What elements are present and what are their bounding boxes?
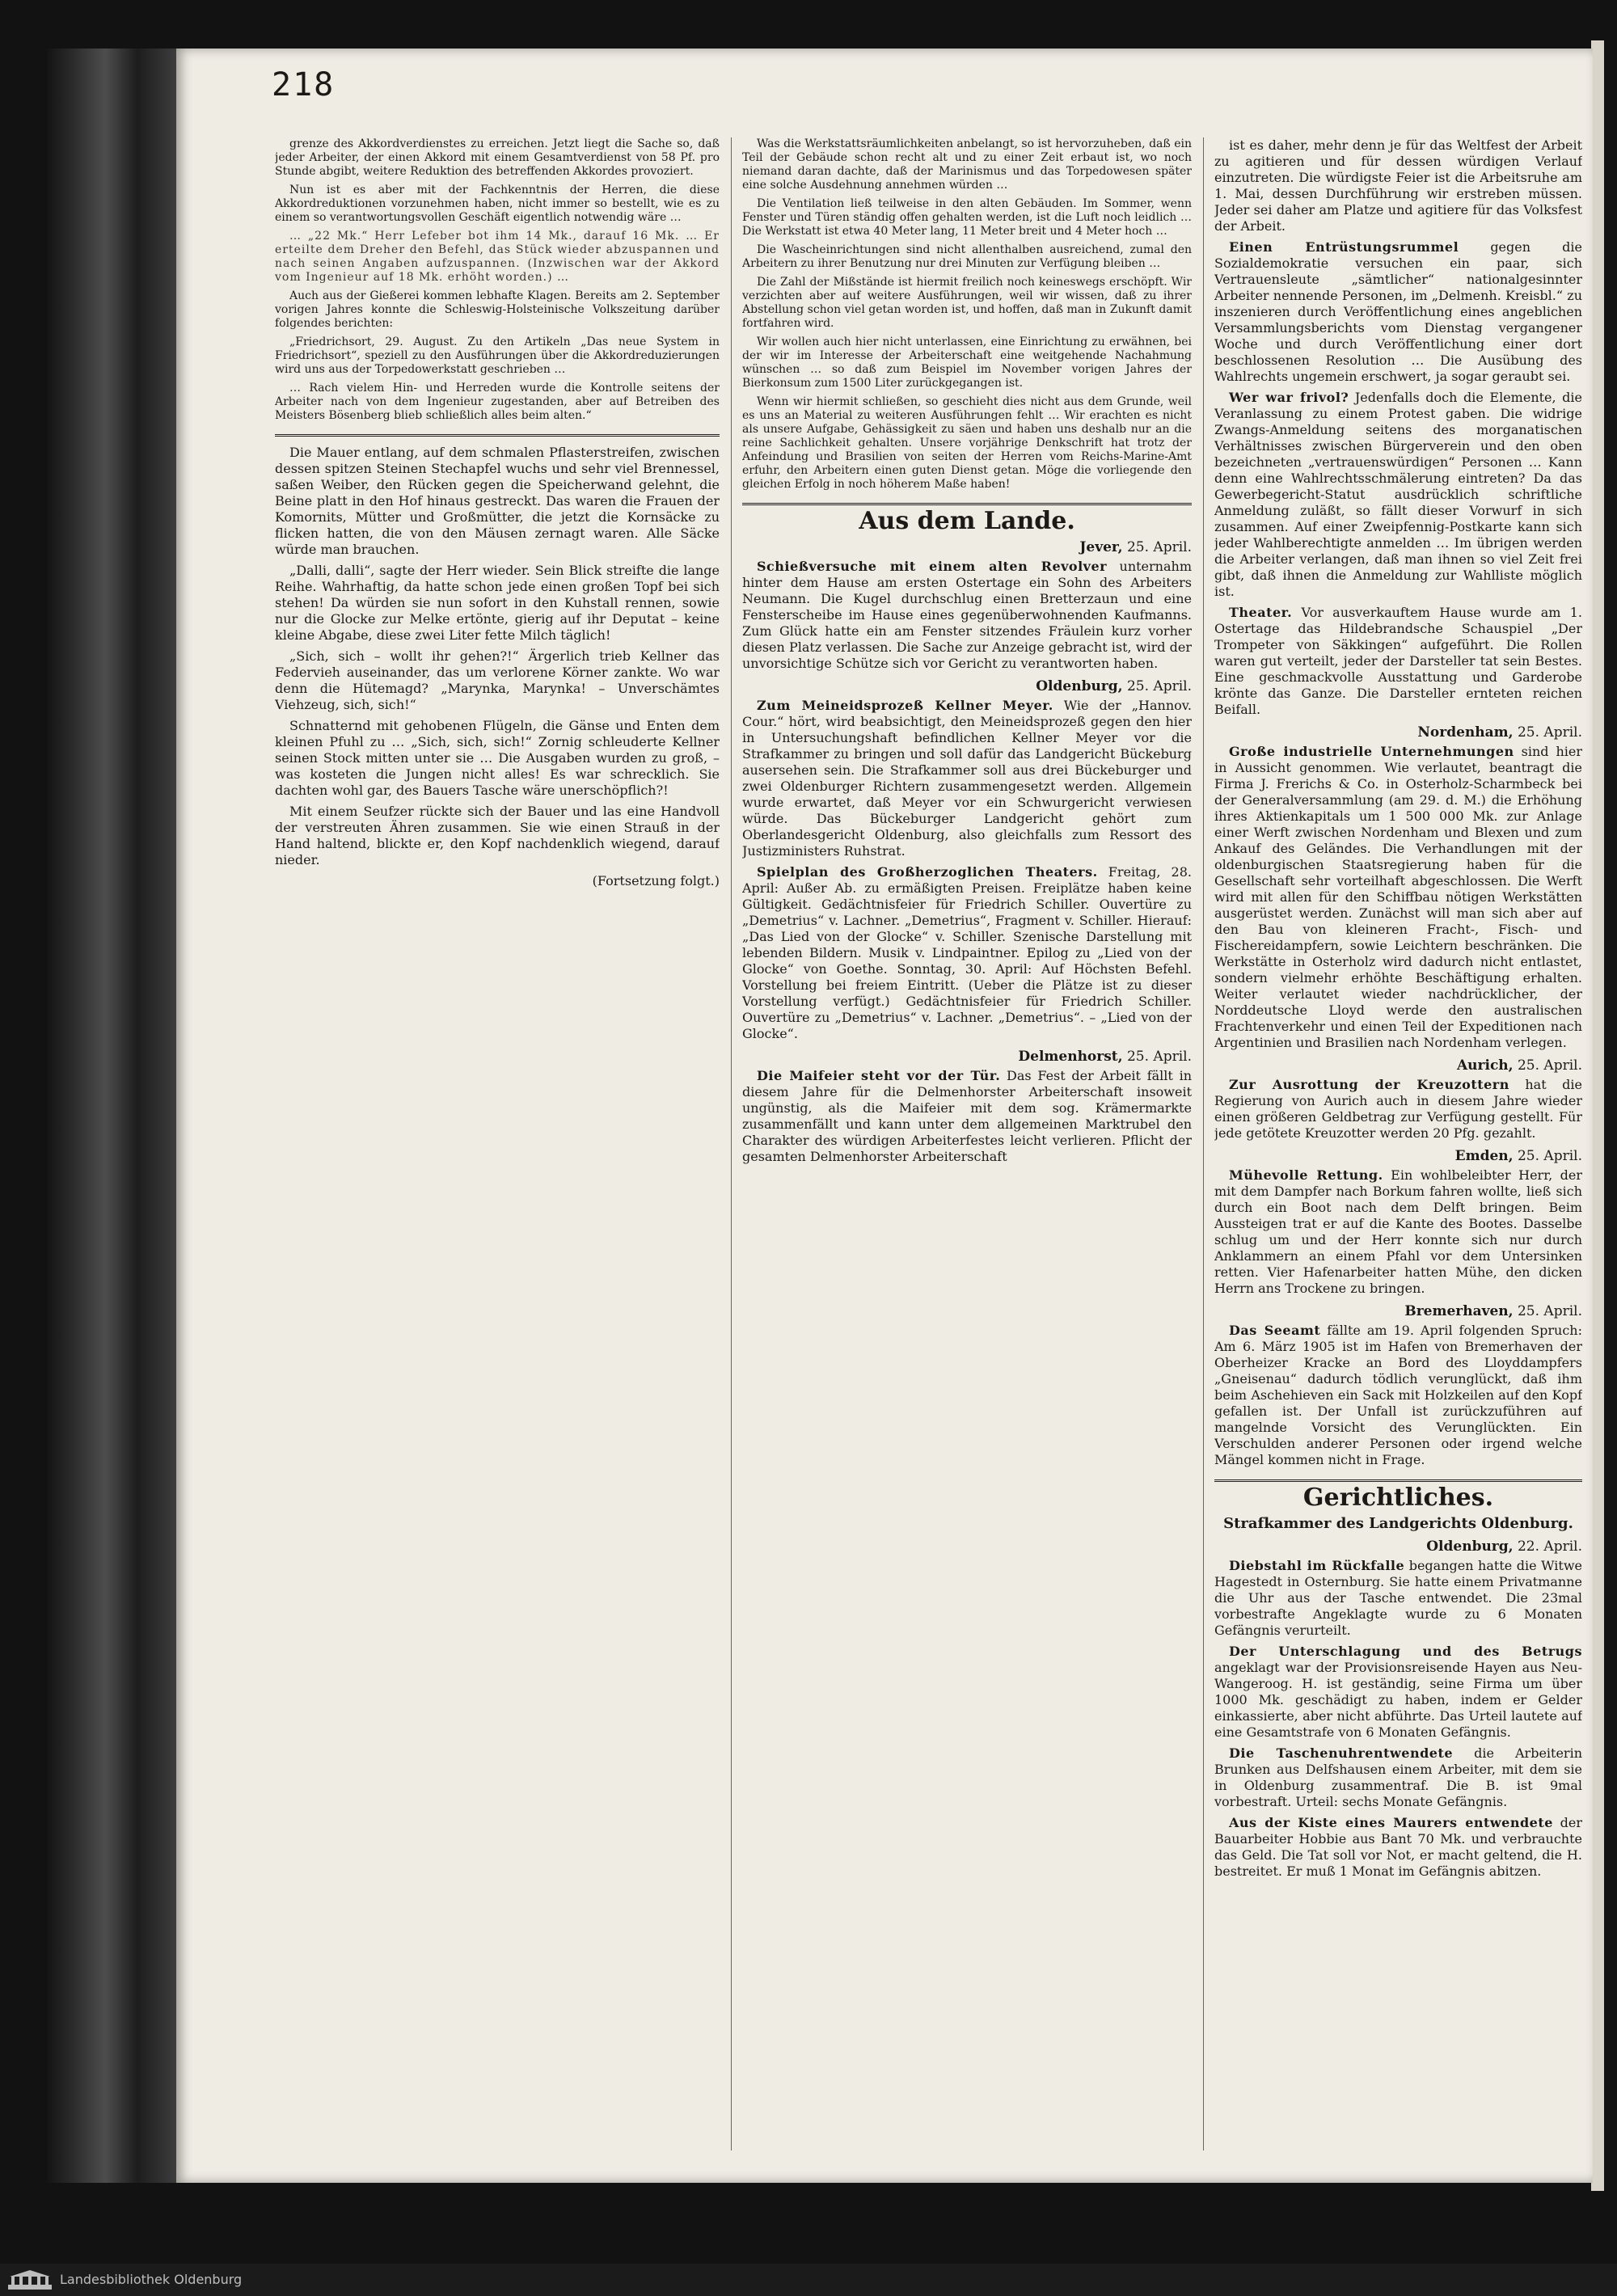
- news-keyword: Zum Meineidsprozeß Kellner Meyer.: [757, 698, 1053, 713]
- story-paragraph: Schnatternd mit gehobenen Flügeln, die Gänse und Enten dem kleinen Pfuhl zu … „Sich, sich, sich!“ Zornig schleuderte Kellner seinen Stock mitten unter sie … Die Ausgaben wurden zu groß, – was kosteten die Jungen nicht alles! Es war schrecklich. Sie dachten wohl gar, des Bauers Tasche wäre unerschöpflich?!: [275, 718, 720, 798]
- left-column: [275, 137, 720, 2159]
- section-title: Gerichtliches.: [1302, 1484, 1494, 1512]
- dateline-date: 25. April.: [1126, 678, 1192, 694]
- news-text: begangen hatte die Witwe Hagestedt in Osternburg. Sie hatte einem Privatmanne die Uhr aus der Tasche entwendet. Die 23mal vorbestrafte Angeklagte wurde zu 6 Monaten Gefängnis verurteilt.: [1214, 1558, 1582, 1638]
- news-item: [742, 864, 1192, 1042]
- news-keyword: Die Taschenuhrentwendete: [1229, 1745, 1454, 1761]
- news-keyword: Mühevolle Rettung.: [1229, 1167, 1383, 1183]
- news-text: Jedenfalls doch die Elemente, die Veranlassung zu einem Protest gaben. Die widrige Zwangs-Anmeldung seitens des morganatischen Verhältnisses zwischen Bürgerverein und den oben bezeichneten „vertrauenswürdigen“ Personen … Kann denn eine Wahlrechtsschmälerung eintreten? Da das Gewerbegericht-Statut ausdrücklich schriftliche Anmeldung zuläßt, so fällt dieser Vorwurf in sich zusammen. Auf einer Zweipfennig-Postkarte kann sich jeder Wahlberechtigte anmelden … Im übrigen werden die Arbeiter verlangen, daß man ihnen so viel Zeit frei gibt, daß ihnen die Anmeldung zur Wahlliste möglich ist.: [1214, 390, 1582, 599]
- section-title: Aus dem Lande.: [859, 507, 1075, 535]
- story-paragraph: „Dalli, dalli“, sagte der Herr wieder. Sein Blick streifte die lange Reihe. Wahrhaftig, da hatte schon jede einen großen Topf bei sich stehen! Da würden sie nun sofort in den Kuhstall rennen, sowie nur die Glocke zur Melke ertönte, gierig auf ihr Deputat – keine kleine Abgabe, diese zwei Liter fette Milch täglich!: [275, 563, 720, 643]
- news-keyword: Theater.: [1229, 605, 1293, 620]
- newspaper-page: [176, 49, 1593, 2183]
- article-quote: „Friedrichsort, 29. August. Zu den Artikeln „Das neue System in Friedrichsort“, speziell zu den Ausführungen über die Akkordreduzierungen wird uns aus der Torpedowerkstatt geschrieben …: [275, 336, 720, 376]
- article-paragraph: Wenn wir hiermit schließen, so geschieht dies nicht aus dem Grunde, weil es uns an Material zu weiteren Ausführungen fehlt … Wir erachten es nicht als unsere Aufgabe, Gehässigkeit zu säen und haben uns deshalb nur an die reine Sachlichkeit gehalten. Unsere vorjährige Denkschrift hat trotz der Anfeindung und Brasilien von seiten der Herren vom Reichs-Marine-Amt erfuhr, den Arbeitern einen guten Dienst getan. Möge die vorliegende den gleichen Erfolg in noch höherem Maße haben!: [742, 395, 1192, 491]
- article-paragraph: … „22 Mk.“ Herr Lefeber bot ihm 14 Mk., darauf 16 Mk. … Er erteilte dem Dreher den Befehl, das Stück wieder abzuspannen und nach seinen Angaben aufzuspannen. (Inzwischen war der Akkord vom Ingenieur auf 18 Mk. erhöht worden.) …: [275, 230, 720, 284]
- news-keyword: Diebstahl im Rückfalle: [1229, 1558, 1405, 1573]
- page-edge: [1591, 40, 1604, 2191]
- news-item: [1214, 1077, 1582, 1142]
- news-item: [1214, 605, 1582, 718]
- column-rule: [731, 137, 732, 2150]
- story-paragraph: Die Mauer entlang, auf dem schmalen Pflasterstreifen, zwischen dessen spitzen Steinen Stechapfel wuchs und sehr viel Brennessel, saßen Weiber, den Rücken gegen die Speicherwand gelehnt, die Beine platt in den Hof hinaus gestreckt. Das waren die Frauen der Komornits, Mütter und Großmütter, die jetzt die Kornsäcke zu flicken hatten, die von den Mäusen zernagt waren. Alle Säcke würde man brauchen.: [275, 445, 720, 557]
- dateline-date: 25. April.: [1126, 1049, 1192, 1065]
- news-text: die Arbeiterin Brunken aus Delfshausen einem Arbeiter, mit dem sie in Oldenburg zusammentraf. Die B. ist 9mal vorbestraft. Urteil: sechs Monate Gefängnis.: [1214, 1745, 1582, 1809]
- news-text: sind hier in Aussicht genommen. Wie verlautet, beantragt die Firma J. Frerichs & Co. in Osterholz-Scharmbeck bei der Generalversammlung (am 29. d. M.) die Erhöhung ihres Aktienkapitals um 1 500 000 Mk. zur Anlage einer Werft zwischen Nordenham und Blexen und zum Ankauf des Geländes. Die Verhandlungen mit der oldenburgischen Staatsregierung haben für die Gesellschaft sehr vorteilhaft abgeschlossen. Die Werft wird mit allen für den Schiffbau nötigen Werkstätten ausgerüstet werden. Zunächst will man sich aber auf den Bau von kleineren Fracht-, Fisch- und Fischereidampfern, sowie Leichtern beschränken. Die Werkstätte in Osterholz wird dadurch nicht entlastet, sondern vielmehr erhöhte Beschäftigung erhalten. Weiter verlautet wieder nachdrücklicher, der Norddeutsche Lloyd werde den australischen Frachtenverkehr und einen Teil der Expeditionen nach Argentinien und Brasilien nach Nordenham verlegen.: [1214, 744, 1582, 1050]
- dateline-date: 22. April.: [1517, 1538, 1582, 1555]
- dateline-place: Oldenburg,: [1036, 678, 1123, 694]
- column-rule: [1203, 137, 1204, 2150]
- news-text: angeklagt war der Provisionsreisende Hayen aus Neu-Wangeroog. H. ist geständig, seine Firma um über 1000 Mk. geschädigt zu haben, indem er Gelder einkassierte, aber nicht abführte. Das Urteil lautete auf eine Gesamtstrafe von 6 Monaten Gefängnis.: [1214, 1660, 1582, 1740]
- news-item: [1214, 1644, 1582, 1741]
- news-item: [742, 1068, 1192, 1165]
- dateline-date: 25. April.: [1517, 1148, 1582, 1164]
- news-item: [1214, 1558, 1582, 1639]
- news-text: hat die Regierung von Aurich auch in diesem Jahre wieder einen größeren Geldbetrag zur Verfügung gestellt. Für jede getötete Kreuzotter werden 20 Pfg. gezahlt.: [1214, 1077, 1582, 1141]
- article-paragraph: Wir wollen auch hier nicht unterlassen, eine Einrichtung zu erwähnen, bei der wir im Interesse der Arbeiterschaft eine weitgehende Nachahmung wünschen … so daß zum Beispiel im November vorigen Jahres der Bierkonsum zum 1500 Liter zurückgegangen ist.: [742, 336, 1192, 390]
- dateline: [1214, 724, 1582, 741]
- article-paragraph: ist es daher, mehr denn je für das Weltfest der Arbeit zu agitieren und für dessen würdigen Verlauf einzutreten. Die würdigste Feier ist die Arbeitsruhe am 1. Mai, dessen Durchführung wir erstreben müssen. Jeder sei daher am Platze und agitiere für das Volksfest der Arbeit.: [1214, 137, 1582, 234]
- section-divider: [1214, 1479, 1582, 1482]
- news-item: [1214, 1167, 1582, 1297]
- dateline: [1214, 1057, 1582, 1074]
- news-text: Ein wohlbeleibter Herr, der mit dem Dampfer nach Borkum fahren wollte, ließ sich durch ein Boot nach dem Delft bringen. Beim Aussteigen trat er auf die Kante des Bootes. Dasselbe schlug um und der Herr konnte sich nur durch Anklammern an einem Pfahl vor dem Untersinken retten. Vier Hafenarbeiter hatten Mühe, den dicken Herrn ans Trockene zu bringen.: [1214, 1167, 1582, 1296]
- dateline-date: 25. April.: [1517, 1057, 1582, 1074]
- news-item: [1214, 239, 1582, 385]
- news-item: [742, 698, 1192, 859]
- news-keyword: Das Seeamt: [1229, 1323, 1321, 1338]
- library-name: Landesbibliothek Oldenburg: [60, 2272, 243, 2287]
- article-paragraph: Die Wascheinrichtungen sind nicht allenthalben ausreichend, zumal den Arbeitern zu ihrer Benutzung nur drei Minuten zur Verfügung bleiben …: [742, 243, 1192, 270]
- article-paragraph: Die Ventilation ließ teilweise in den alten Gebäuden. Im Sommer, wenn Fenster und Türen ständig offen gehalten werden, ist die Luft noch leidlich … Die Werkstatt ist etwa 40 Meter lang, 11 Meter breit und 4 Meter hoch …: [742, 197, 1192, 238]
- page-number: 218: [272, 66, 336, 103]
- news-text: der Bauarbeiter Hobbie aus Bant 70 Mk. und verbrauchte das Geld. Die Tat soll vor Not, er macht geltend, die H. bestreitet. Er muß 1 Monat im Gefängnis abitzen.: [1214, 1815, 1582, 1879]
- dateline: [742, 539, 1192, 555]
- article-paragraph: Nun ist es aber mit der Fachkenntnis der Herren, die diese Akkordreduktionen vorzunehmen haben, nicht immer so bestellt, wie es zu einem so verantwortungsvollen Geschäft eigentlich notwendig wäre …: [275, 184, 720, 224]
- news-item: [1214, 1323, 1582, 1468]
- library-footer: [0, 2264, 1617, 2296]
- news-keyword: Wer war frivol?: [1229, 390, 1349, 405]
- news-keyword: Die Maifeier steht vor der Tür.: [757, 1068, 1001, 1083]
- library-building-icon: [6, 2269, 53, 2291]
- dateline-place: Jever,: [1079, 539, 1123, 555]
- article-paragraph: Auch aus der Gießerei kommen lebhafte Klagen. Bereits am 2. September vorigen Jahres konnte die Schleswig-Holsteinische Volkszeitung darüber folgendes berichten:: [275, 289, 720, 330]
- right-column: [1214, 137, 1582, 2159]
- news-keyword: Große industrielle Unternehmungen: [1229, 744, 1514, 759]
- book-spine: [47, 49, 176, 2183]
- dateline-place: Bremerhaven,: [1404, 1303, 1514, 1319]
- dateline-place: Oldenburg,: [1426, 1538, 1514, 1555]
- article-paragraph: grenze des Akkordverdienstes zu erreichen. Jetzt liegt die Sache so, daß jeder Arbeiter, der einen Akkord mit einem Gesamtverdienst von 58 Pf. pro Stunde abgibt, weitere Reduktion des betreffenden Akkordes provoziert.: [275, 137, 720, 178]
- news-text: unternahm hinter dem Hause am ersten Ostertage ein Sohn des Arbeiters Neumann. Die Kugel durchschlug einen Bretterzaun und eine Fensterscheibe im Hause eines gegenüberwohnenden Kaufmanns. Zum Glück hatte ein am Fenster sitzendes Fräulein kurz vorher diesen Platz verlassen. Die Sache zur Anzeige gebracht ist, wird der unvorsichtige Schütze sich vor Gericht zu verantworten haben.: [742, 559, 1192, 671]
- dateline-date: 25. April.: [1517, 724, 1582, 741]
- dateline: [1214, 1148, 1582, 1164]
- news-text: Das Fest der Arbeit fällt in diesem Jahre für die Delmenhorster Arbeiterschaft insoweit ungünstig, als die Maifeier mit dem sog. Krämermarkte zusammenfällt und kann unter dem allgemeinen Marktrubel den Charakter des würdigen Arbeiterfestes leicht verlieren. Pflicht der gesamten Delmenhorster Arbeiterschaft: [742, 1068, 1192, 1164]
- continuation-note: (Fortsetzung folgt.): [592, 873, 720, 888]
- dateline-date: 25. April.: [1517, 1303, 1582, 1319]
- news-keyword: Zur Ausrottung der Kreuzottern: [1229, 1077, 1509, 1092]
- news-keyword: Der Unterschlagung und des Betrugs: [1229, 1644, 1582, 1659]
- article-paragraph: Was die Werkstattsräumlichkeiten anbelangt, so ist hervorzuheben, daß ein Teil der Gebäude schon recht alt und zu einer Zeit erbaut ist, wo noch niemand daran dachte, daß der Marinismus und das Torpedowesen später eine solche Ausdehnung annehmen würden …: [742, 137, 1192, 192]
- dateline-place: Delmenhorst,: [1018, 1049, 1123, 1065]
- dateline: [1214, 1538, 1582, 1555]
- news-item: [742, 559, 1192, 672]
- dateline-date: 25. April.: [1126, 539, 1192, 555]
- dateline-place: Nordenham,: [1417, 724, 1514, 741]
- section-divider: [275, 434, 720, 437]
- article-paragraph: Die Zahl der Mißstände ist hiermit freilich noch keineswegs erschöpft. Wir verzichten aber auf weitere Ausführungen, weil wir wissen, daß zu ihrer Abstellung schon viel getan worden ist, und hoffen, daß man in Zukunft damit fortfahren wird.: [742, 276, 1192, 330]
- news-keyword: Aus der Kiste eines Maurers entwendete: [1229, 1815, 1553, 1830]
- news-text: gegen die Sozialdemokratie versuchen ein paar, sich Vertrauensleute „sämtlicher“ nationalgesinnter Arbeiter nennende Personen, im „Delmenh. Kreisbl.“ zu inszenieren durch Veröffentlichung eines angeblichen Versammlungsberichts vom Dienstag vergangener Woche und durch Veröffentlichung einer dort beschlossenen Resolution … Die Ausübung des Wahlrechts ungemein erschwert, ja sogar geraubt sei.: [1214, 239, 1582, 384]
- article-paragraph: … Rach vielem Hin- und Herreden wurde die Kontrolle seitens der Arbeiter nach von dem Ingenieur zugestanden, aber auf Betreiben des Meisters Bösenberg blieb schließlich alles beim alten.“: [275, 382, 720, 422]
- dateline: [1214, 1303, 1582, 1319]
- news-keyword: Einen Entrüstungsrummel: [1229, 239, 1459, 255]
- news-text: Vor ausverkauftem Hause wurde am 1. Ostertage das Hildebrandsche Schauspiel „Der Trompeter von Säkkingen“ aufgeführt. Die Rollen waren gut verteilt, jeder der Darsteller tat sein Bestes. Eine geschmackvolle Ausstattung und Garderobe krönte das Ganze. Die Darsteller ernteten reichen Beifall.: [1214, 605, 1582, 717]
- section-divider: [742, 503, 1192, 505]
- dateline: [742, 678, 1192, 694]
- news-item: [1214, 744, 1582, 1051]
- dateline-place: Emden,: [1454, 1148, 1514, 1164]
- news-keyword: Spielplan des Großherzoglichen Theaters.: [757, 864, 1098, 880]
- news-text: fällte am 19. April folgenden Spruch: Am 6. März 1905 ist im Hafen von Bremerhaven der Oberheizer Kracke an Bord des Lloyddampfers „Gneisenau“ dadurch tödlich verunglückt, daß ihm beim Aschehieven ein Sack mit Holzkeilen auf den Kopf gefallen ist. Der Unfall ist zurückzuführen auf mangelnde Vorsicht des Verunglückten. Ein Verschulden anderer Personen oder irgend welche Mängel kommen nicht in Frage.: [1214, 1323, 1582, 1467]
- news-item: [1214, 1815, 1582, 1880]
- story-paragraph: Mit einem Seufzer rückte sich der Bauer und las eine Handvoll der verstreuten Ähren zusammen. Sie wie einen Strauß in der Hand haltend, blickte er, den Kopf nachdenklich wiegend, darauf nieder.: [275, 804, 720, 867]
- news-text: Freitag, 28. April: Außer Ab. zu ermäßigten Preisen. Freiplätze haben keine Gültigkeit. Gedächtnisfeier für Friedrich Schiller. Ouvertüre zu „Demetrius“ v. Lachner. „Demetrius“, Fragment v. Schiller. Hierauf: „Das Lied von der Glocke“ v. Schiller. Szenische Darstellung mit lebenden Bildern. Musik v. Lindpaintner. Epilog zu „Lied von der Glocke“ von Goethe. Sonntag, 30. April: Auf Höchsten Befehl. Vorstellung bei freiem Eintritt. (Ueber die Plätze ist zu dieser Vorstellung verfügt.) Gedächtnisfeier für Friedrich Schiller. Ouvertüre zu „Demetrius“ v. Lachner. „Demetrius“. – „Lied von der Glocke“.: [742, 864, 1192, 1041]
- dateline: [742, 1049, 1192, 1065]
- dateline-place: Aurich,: [1456, 1057, 1514, 1074]
- news-text: Wie der „Hannov. Cour.“ hört, wird beabsichtigt, den Meineidsprozeß gegen den hier in Untersuchungshaft befindlichen Kellner Meyer vor die Strafkammer zu bringen und soll dafür das Landgericht Bückeburg ausersehen sein. Die Strafkammer soll aus drei Bückeburger und zwei Oldenburger Richtern zusammengesetzt werden. Allgemein wurde erwartet, daß Meyer vor ein Schwurgericht verwiesen würde. Das Bückeburger Landgericht gehört zum Oberlandesgericht Oldenburg, also gleichfalls zum Ressort des Justizministers Ruhstrat.: [742, 698, 1192, 859]
- story-paragraph: „Sich, sich – wollt ihr gehen?!“ Ärgerlich trieb Kellner das Federvieh auseinander, das um verlorene Körner zankte. Wo war denn die Hütemagd? „Marynka, Marynka! – Unverschämtes Viehzeug, sich, sich!“: [275, 648, 720, 712]
- middle-column: [742, 137, 1192, 2159]
- subheading: Strafkammer des Landgerichts Oldenburg.: [1223, 1515, 1573, 1532]
- news-item: [1214, 1745, 1582, 1810]
- news-keyword: Schießversuche mit einem alten Revolver: [757, 559, 1108, 574]
- news-item: [1214, 390, 1582, 600]
